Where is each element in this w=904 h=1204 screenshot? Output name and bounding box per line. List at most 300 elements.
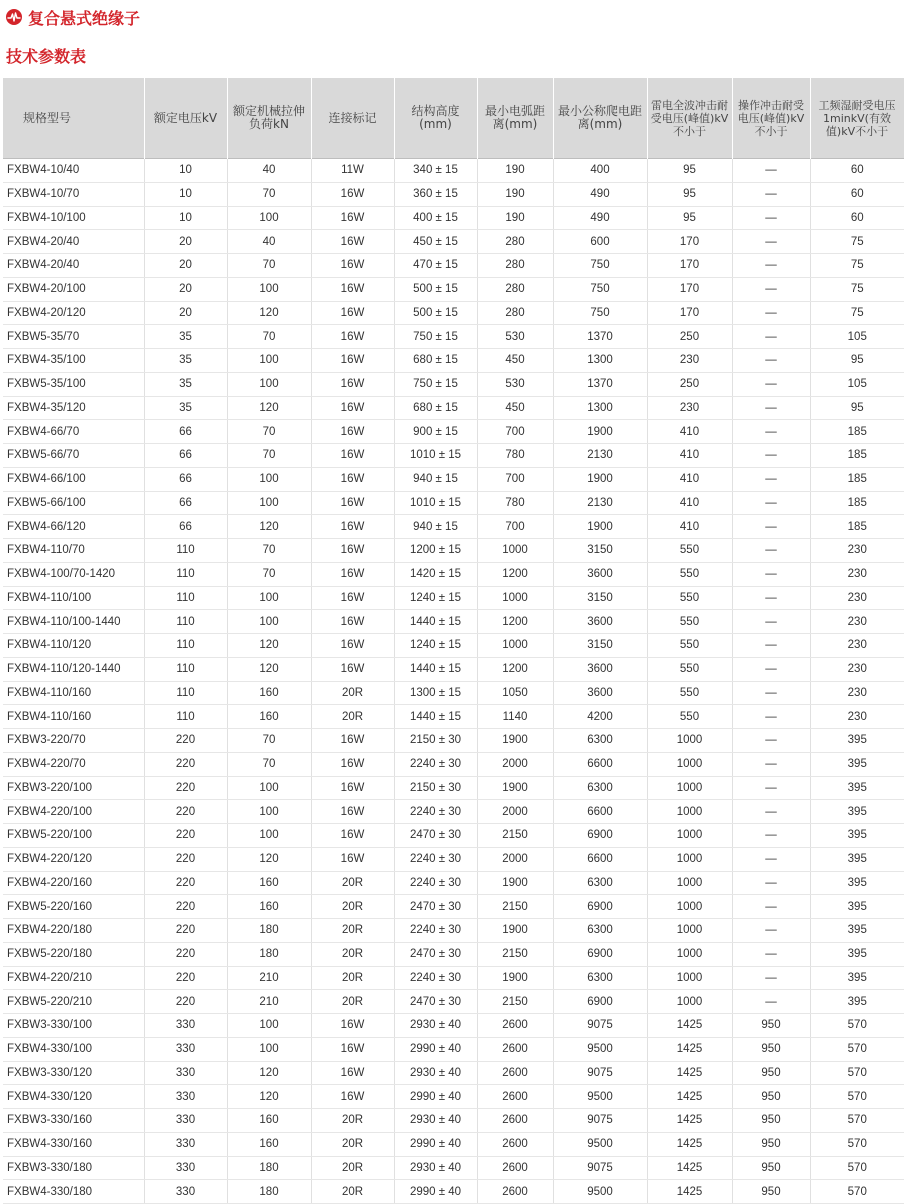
table-cell: 750 ± 15: [394, 372, 477, 396]
table-cell: 230: [810, 705, 904, 729]
table-cell: 6300: [553, 776, 647, 800]
table-cell: 500 ± 15: [394, 301, 477, 325]
table-cell: 60: [810, 159, 904, 183]
table-cell: 6600: [553, 800, 647, 824]
table-cell: —: [732, 895, 810, 919]
table-cell: 16W: [311, 515, 394, 539]
table-cell: 410: [647, 467, 732, 491]
table-cell: 550: [647, 681, 732, 705]
table-cell: 220: [144, 729, 227, 753]
model-cell: FXBW3-330/160: [3, 1109, 144, 1133]
table-cell: 940 ± 15: [394, 467, 477, 491]
table-cell: 1000: [647, 919, 732, 943]
model-cell: FXBW4-330/120: [3, 1085, 144, 1109]
table-cell: 100: [227, 1037, 311, 1061]
table-row: [3, 610, 904, 634]
table-cell: 2470 ± 30: [394, 942, 477, 966]
table-cell: 120: [227, 1085, 311, 1109]
table-cell: 1420 ± 15: [394, 562, 477, 586]
table-cell: 16W: [311, 1085, 394, 1109]
table-cell: 120: [227, 301, 311, 325]
table-cell: 395: [810, 966, 904, 990]
table-cell: 395: [810, 919, 904, 943]
table-cell: —: [732, 919, 810, 943]
table-row: [3, 182, 904, 206]
model-cell: FXBW5-35/100: [3, 372, 144, 396]
table-cell: 160: [227, 705, 311, 729]
table-cell: —: [732, 230, 810, 254]
model-cell: FXBW4-110/160: [3, 705, 144, 729]
table-cell: 450: [477, 396, 553, 420]
table-row: [3, 230, 904, 254]
table-cell: 1425: [647, 1085, 732, 1109]
table-cell: 66: [144, 444, 227, 468]
table-cell: 20R: [311, 1180, 394, 1204]
table-cell: 20: [144, 277, 227, 301]
table-cell: 9500: [553, 1180, 647, 1204]
table-cell: —: [732, 301, 810, 325]
model-cell: FXBW5-66/70: [3, 444, 144, 468]
table-cell: 100: [227, 372, 311, 396]
table-cell: 185: [810, 467, 904, 491]
table-cell: 1370: [553, 372, 647, 396]
table-cell: 750 ± 15: [394, 325, 477, 349]
model-cell: FXBW4-110/100-1440: [3, 610, 144, 634]
table-cell: 16W: [311, 586, 394, 610]
model-cell: FXBW4-10/100: [3, 206, 144, 230]
table-cell: 950: [732, 1132, 810, 1156]
table-cell: —: [732, 681, 810, 705]
model-cell: FXBW4-35/100: [3, 349, 144, 373]
table-cell: 20R: [311, 1109, 394, 1133]
table-cell: 400 ± 15: [394, 206, 477, 230]
table-cell: 1425: [647, 1014, 732, 1038]
model-cell: FXBW4-20/100: [3, 277, 144, 301]
table-cell: 1425: [647, 1037, 732, 1061]
table-cell: 110: [144, 657, 227, 681]
table-cell: 280: [477, 301, 553, 325]
table-cell: 20R: [311, 1156, 394, 1180]
table-cell: 120: [227, 634, 311, 658]
table-cell: 280: [477, 230, 553, 254]
table-cell: 100: [227, 776, 311, 800]
table-cell: 180: [227, 1156, 311, 1180]
model-cell: FXBW3-330/100: [3, 1014, 144, 1038]
table-cell: 250: [647, 325, 732, 349]
table-cell: —: [732, 966, 810, 990]
table-cell: 2600: [477, 1014, 553, 1038]
table-cell: 570: [810, 1037, 904, 1061]
table-cell: 395: [810, 729, 904, 753]
table-cell: 180: [227, 919, 311, 943]
table-row: [3, 1156, 904, 1180]
table-cell: 570: [810, 1109, 904, 1133]
table-cell: 600: [553, 230, 647, 254]
table-cell: 6900: [553, 990, 647, 1014]
table-cell: 170: [647, 254, 732, 278]
column-header: 雷电全波冲击耐受电压(峰值)kV不小于: [647, 78, 732, 159]
table-cell: 2600: [477, 1109, 553, 1133]
table-cell: —: [732, 467, 810, 491]
table-cell: 395: [810, 871, 904, 895]
table-cell: 490: [553, 182, 647, 206]
table-cell: 950: [732, 1180, 810, 1204]
table-cell: 400: [553, 159, 647, 183]
model-cell: FXBW4-110/160: [3, 681, 144, 705]
table-cell: 230: [810, 634, 904, 658]
table-cell: 6300: [553, 871, 647, 895]
table-cell: 750: [553, 277, 647, 301]
table-cell: 680 ± 15: [394, 349, 477, 373]
column-header: 额定电压kV: [144, 78, 227, 159]
table-cell: 3600: [553, 681, 647, 705]
table-cell: 490: [553, 206, 647, 230]
table-row: [3, 491, 904, 515]
table-cell: 950: [732, 1085, 810, 1109]
model-cell: FXBW4-220/210: [3, 966, 144, 990]
table-row: [3, 729, 904, 753]
table-cell: 1010 ± 15: [394, 444, 477, 468]
table-cell: 10: [144, 206, 227, 230]
table-row: [3, 1132, 904, 1156]
table-cell: 16W: [311, 729, 394, 753]
table-cell: 6900: [553, 824, 647, 848]
table-cell: 20: [144, 230, 227, 254]
table-cell: 330: [144, 1085, 227, 1109]
table-cell: 700: [477, 467, 553, 491]
table-cell: 100: [227, 800, 311, 824]
table-cell: —: [732, 776, 810, 800]
table-cell: 230: [810, 586, 904, 610]
table-cell: 120: [227, 1061, 311, 1085]
table-cell: 6900: [553, 895, 647, 919]
table-cell: 470 ± 15: [394, 254, 477, 278]
table-cell: 2470 ± 30: [394, 895, 477, 919]
table-cell: 2150 ± 30: [394, 729, 477, 753]
table-cell: 2000: [477, 752, 553, 776]
table-cell: 110: [144, 634, 227, 658]
table-cell: 100: [227, 491, 311, 515]
table-cell: 20R: [311, 871, 394, 895]
table-cell: 100: [227, 206, 311, 230]
table-cell: —: [732, 610, 810, 634]
table-cell: 95: [647, 159, 732, 183]
table-cell: 950: [732, 1061, 810, 1085]
table-cell: 185: [810, 515, 904, 539]
table-cell: 1000: [647, 966, 732, 990]
table-row: [3, 325, 904, 349]
model-cell: FXBW3-220/70: [3, 729, 144, 753]
table-cell: 95: [647, 206, 732, 230]
table-cell: 1000: [477, 539, 553, 563]
table-cell: 20R: [311, 966, 394, 990]
table-cell: 230: [810, 539, 904, 563]
table-cell: 105: [810, 372, 904, 396]
table-cell: 570: [810, 1132, 904, 1156]
table-row: [3, 705, 904, 729]
table-cell: 550: [647, 539, 732, 563]
table-row: [3, 467, 904, 491]
table-cell: 120: [227, 847, 311, 871]
table-cell: 160: [227, 681, 311, 705]
table-cell: 950: [732, 1014, 810, 1038]
table-cell: 9075: [553, 1156, 647, 1180]
table-cell: 2990 ± 40: [394, 1085, 477, 1109]
table-cell: 210: [227, 990, 311, 1014]
table-cell: 530: [477, 372, 553, 396]
table-cell: 1000: [647, 942, 732, 966]
table-cell: 35: [144, 325, 227, 349]
table-cell: 570: [810, 1156, 904, 1180]
table-cell: 1000: [647, 800, 732, 824]
table-cell: 220: [144, 966, 227, 990]
table-cell: 95: [810, 349, 904, 373]
page-header: [6, 6, 140, 28]
table-cell: 2130: [553, 444, 647, 468]
table-cell: 185: [810, 491, 904, 515]
table-cell: 1300: [553, 349, 647, 373]
table-cell: —: [732, 325, 810, 349]
table-cell: 66: [144, 420, 227, 444]
table-cell: 220: [144, 776, 227, 800]
table-cell: 105: [810, 325, 904, 349]
table-cell: 2600: [477, 1180, 553, 1204]
table-cell: 100: [227, 1014, 311, 1038]
table-cell: 2990 ± 40: [394, 1037, 477, 1061]
column-header: 规格型号: [3, 78, 144, 159]
section-title: 技术参数表: [6, 47, 87, 66]
table-cell: 1425: [647, 1109, 732, 1133]
table-cell: 395: [810, 776, 904, 800]
table-cell: 70: [227, 729, 311, 753]
table-cell: 16W: [311, 325, 394, 349]
table-row: [3, 539, 904, 563]
model-cell: FXBW4-220/120: [3, 847, 144, 871]
column-header: 额定机械拉伸负荷kN: [227, 78, 311, 159]
table-cell: 16W: [311, 372, 394, 396]
table-row: [3, 847, 904, 871]
table-row: [3, 444, 904, 468]
table-cell: 4200: [553, 705, 647, 729]
table-cell: 20R: [311, 895, 394, 919]
table-cell: 16W: [311, 847, 394, 871]
table-cell: 70: [227, 444, 311, 468]
table-cell: 340 ± 15: [394, 159, 477, 183]
table-row: [3, 919, 904, 943]
table-cell: 16W: [311, 230, 394, 254]
table-cell: 280: [477, 254, 553, 278]
table-cell: 280: [477, 277, 553, 301]
table-cell: 2240 ± 30: [394, 871, 477, 895]
table-cell: 1200: [477, 657, 553, 681]
table-cell: 185: [810, 444, 904, 468]
table-cell: 60: [810, 182, 904, 206]
table-cell: 1000: [647, 776, 732, 800]
model-cell: FXBW4-66/100: [3, 467, 144, 491]
table-cell: 6600: [553, 752, 647, 776]
table-row: [3, 1085, 904, 1109]
table-cell: 450 ± 15: [394, 230, 477, 254]
table-cell: —: [732, 634, 810, 658]
table-header: [3, 78, 904, 159]
table-cell: 950: [732, 1109, 810, 1133]
table-cell: 2150: [477, 824, 553, 848]
table-cell: —: [732, 657, 810, 681]
table-cell: 20: [144, 301, 227, 325]
model-cell: FXBW4-110/120-1440: [3, 657, 144, 681]
table-cell: 10: [144, 159, 227, 183]
model-cell: FXBW3-330/180: [3, 1156, 144, 1180]
table-cell: 330: [144, 1156, 227, 1180]
table-cell: 20R: [311, 705, 394, 729]
table-cell: 6600: [553, 847, 647, 871]
table-cell: 16W: [311, 301, 394, 325]
table-cell: 16W: [311, 634, 394, 658]
table-cell: —: [732, 942, 810, 966]
table-cell: 2470 ± 30: [394, 824, 477, 848]
table-cell: 160: [227, 895, 311, 919]
table-cell: 1010 ± 15: [394, 491, 477, 515]
table-cell: 16W: [311, 657, 394, 681]
table-cell: 2930 ± 40: [394, 1061, 477, 1085]
table-cell: 3600: [553, 562, 647, 586]
table-cell: 395: [810, 847, 904, 871]
table-cell: 160: [227, 1132, 311, 1156]
table-cell: 210: [227, 966, 311, 990]
table-cell: 180: [227, 1180, 311, 1204]
table-cell: 750: [553, 254, 647, 278]
table-cell: 1000: [647, 752, 732, 776]
table-cell: 20R: [311, 681, 394, 705]
table-cell: 395: [810, 824, 904, 848]
table-cell: 75: [810, 301, 904, 325]
table-cell: 950: [732, 1037, 810, 1061]
table-cell: 410: [647, 444, 732, 468]
table-cell: 20R: [311, 990, 394, 1014]
table-cell: 395: [810, 895, 904, 919]
table-row: [3, 562, 904, 586]
table-cell: 66: [144, 515, 227, 539]
table-cell: 750: [553, 301, 647, 325]
table-cell: 1300: [553, 396, 647, 420]
table-cell: 570: [810, 1014, 904, 1038]
table-cell: 2930 ± 40: [394, 1014, 477, 1038]
table-cell: 1440 ± 15: [394, 705, 477, 729]
table-cell: 70: [227, 539, 311, 563]
table-cell: 16W: [311, 444, 394, 468]
table-row: [3, 301, 904, 325]
table-cell: 110: [144, 586, 227, 610]
table-cell: 3600: [553, 610, 647, 634]
table-cell: 110: [144, 539, 227, 563]
table-cell: 70: [227, 752, 311, 776]
model-cell: FXBW4-35/120: [3, 396, 144, 420]
table-cell: 16W: [311, 491, 394, 515]
table-cell: 550: [647, 705, 732, 729]
table-cell: 66: [144, 491, 227, 515]
table-cell: 20R: [311, 1132, 394, 1156]
table-cell: 16W: [311, 1061, 394, 1085]
table-cell: 550: [647, 634, 732, 658]
table-cell: 220: [144, 990, 227, 1014]
table-cell: —: [732, 990, 810, 1014]
model-cell: FXBW4-66/120: [3, 515, 144, 539]
table-row: [3, 515, 904, 539]
table-row: [3, 966, 904, 990]
table-cell: 410: [647, 515, 732, 539]
table-cell: —: [732, 491, 810, 515]
table-cell: 100: [227, 610, 311, 634]
table-row: [3, 254, 904, 278]
table-cell: 1440 ± 15: [394, 657, 477, 681]
table-row: [3, 372, 904, 396]
table-cell: 70: [227, 325, 311, 349]
table-cell: —: [732, 372, 810, 396]
table-row: [3, 871, 904, 895]
table-cell: 530: [477, 325, 553, 349]
table-cell: 180: [227, 942, 311, 966]
table-cell: 3600: [553, 657, 647, 681]
table-row: [3, 420, 904, 444]
model-cell: FXBW5-220/180: [3, 942, 144, 966]
table-cell: 20R: [311, 919, 394, 943]
table-cell: 6300: [553, 919, 647, 943]
model-cell: FXBW5-35/70: [3, 325, 144, 349]
table-cell: 2150: [477, 895, 553, 919]
table-row: [3, 1061, 904, 1085]
table-cell: 70: [227, 420, 311, 444]
table-row: [3, 396, 904, 420]
table-cell: 1240 ± 15: [394, 586, 477, 610]
table-cell: 1900: [477, 966, 553, 990]
table-cell: 190: [477, 159, 553, 183]
table-cell: 190: [477, 206, 553, 230]
table-cell: 16W: [311, 396, 394, 420]
table-cell: 2000: [477, 800, 553, 824]
table-cell: 570: [810, 1085, 904, 1109]
table-cell: 1000: [647, 824, 732, 848]
table-cell: 570: [810, 1180, 904, 1204]
table-cell: 410: [647, 420, 732, 444]
table-cell: 940 ± 15: [394, 515, 477, 539]
table-cell: 16W: [311, 610, 394, 634]
table-cell: 16W: [311, 752, 394, 776]
table-row: [3, 206, 904, 230]
model-cell: FXBW4-100/70-1420: [3, 562, 144, 586]
table-cell: 120: [227, 515, 311, 539]
table-cell: 16W: [311, 539, 394, 563]
model-cell: FXBW3-330/120: [3, 1061, 144, 1085]
table-cell: 1900: [477, 776, 553, 800]
table-cell: 230: [810, 562, 904, 586]
table-cell: 16W: [311, 254, 394, 278]
model-cell: FXBW4-20/40: [3, 230, 144, 254]
table-row: [3, 586, 904, 610]
table-row: [3, 1037, 904, 1061]
table-cell: —: [732, 515, 810, 539]
table-cell: 2930 ± 40: [394, 1109, 477, 1133]
table-cell: —: [732, 277, 810, 301]
table-cell: 70: [227, 182, 311, 206]
table-cell: 11W: [311, 159, 394, 183]
table-cell: 16W: [311, 420, 394, 444]
table-cell: 950: [732, 1156, 810, 1180]
table-cell: 1000: [477, 586, 553, 610]
table-cell: 66: [144, 467, 227, 491]
table-cell: 220: [144, 942, 227, 966]
table-cell: 1900: [553, 420, 647, 444]
table-cell: 1900: [477, 871, 553, 895]
